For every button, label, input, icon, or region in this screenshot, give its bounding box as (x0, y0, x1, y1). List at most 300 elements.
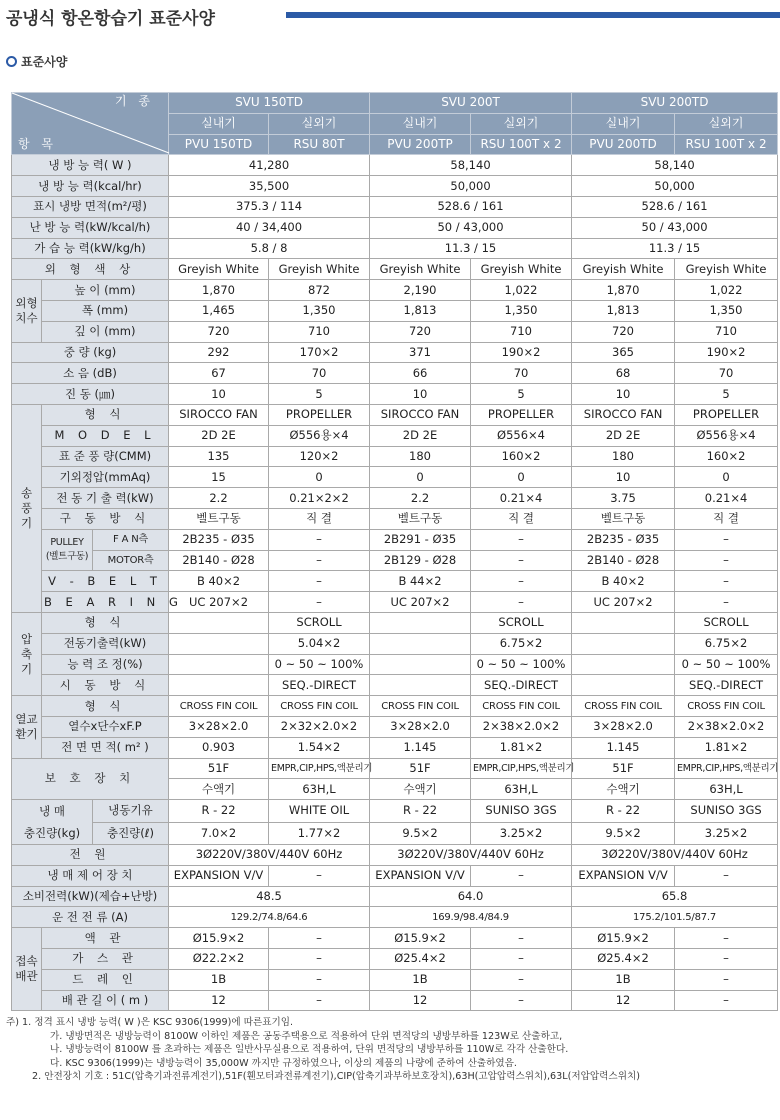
table-cell: 2B235 - Ø35 (572, 529, 675, 550)
table-row (12, 696, 778, 717)
table-cell: 65.8 (572, 886, 778, 907)
table-cell: 63H,L (471, 779, 572, 800)
corner-item-label: 항 목 (18, 137, 57, 152)
table-cell: 2×32×2.0×2 (269, 716, 370, 737)
table-cell: CROSS FIN COIL (169, 696, 269, 717)
row-label: 열수x단수xF.P (42, 716, 169, 737)
table-cell: 직 결 (269, 508, 370, 529)
table-cell: – (471, 928, 572, 949)
table-cell: 11.3 / 15 (572, 238, 778, 259)
table-cell: 872 (269, 280, 370, 301)
table-cell: 710 (675, 321, 778, 342)
table-cell: 2.2 (169, 488, 269, 509)
table-cell: 129.2/74.8/64.6 (169, 907, 370, 928)
table-cell: 1,870 (169, 280, 269, 301)
table-cell: 5 (269, 384, 370, 405)
unit-type-header: 실내기 (572, 113, 675, 134)
table-cell: SEQ.-DIRECT (269, 675, 370, 696)
row-label: 소 음 (dB) (12, 363, 169, 384)
row-label: 외 형 색 상 (12, 259, 169, 280)
table-row (12, 928, 778, 949)
table-cell: EMPR,CIP,HPS,액분리기 (269, 758, 370, 779)
table-row (12, 612, 778, 633)
table-cell: Ø556용×4 (675, 425, 778, 446)
table-row (12, 176, 778, 197)
table-cell: PROPELLER (269, 404, 370, 425)
table-row (12, 196, 778, 217)
table-cell: 2D 2E (169, 425, 269, 446)
spec-table (11, 92, 778, 1011)
table-row (12, 592, 778, 613)
table-cell: 375.3 / 114 (169, 196, 370, 217)
table-cell: 528.6 / 161 (370, 196, 572, 217)
unit-model-header: PVU 200TP (370, 134, 471, 155)
table-row (12, 949, 778, 970)
table-row (12, 907, 778, 928)
table-cell: – (471, 550, 572, 571)
table-cell: SIROCCO FAN (169, 404, 269, 425)
table-cell: 0 (675, 467, 778, 488)
table-cell: CROSS FIN COIL (269, 696, 370, 717)
table-cell: 2D 2E (572, 425, 675, 446)
table-cell: 2,190 (370, 280, 471, 301)
table-cell: – (471, 571, 572, 592)
table-cell: 11.3 / 15 (370, 238, 572, 259)
table-cell: B 40×2 (169, 571, 269, 592)
row-label: 구 동 방 식 (42, 508, 169, 529)
table-cell: – (675, 550, 778, 571)
table-row (12, 654, 778, 675)
row-label: 보 호 장 치 (12, 758, 169, 800)
table-cell: Ø556용×4 (269, 425, 370, 446)
table-cell (169, 675, 269, 696)
table-cell: – (269, 969, 370, 990)
table-cell: – (471, 990, 572, 1011)
table-cell: 180 (572, 446, 675, 467)
table-row (12, 280, 778, 301)
table-cell: 50,000 (572, 176, 778, 197)
group-label-fan: 송 풍 기 (12, 404, 42, 612)
table-cell: 190×2 (471, 342, 572, 363)
row-label: 형 식 (42, 696, 169, 717)
table-cell: 2B291 - Ø35 (370, 529, 471, 550)
table-cell (572, 675, 675, 696)
table-cell: 0 (269, 467, 370, 488)
table-cell: – (675, 949, 778, 970)
table-cell: 371 (370, 342, 471, 363)
table-cell: 1,022 (471, 280, 572, 301)
table-cell: SCROLL (471, 612, 572, 633)
table-cell (370, 612, 471, 633)
table-cell: 직 결 (675, 508, 778, 529)
unit-type-header: 실외기 (269, 113, 370, 134)
group-label-heat-exchanger: 열교 환기 (12, 696, 42, 758)
table-cell: 10 (572, 467, 675, 488)
row-label: MOTOR측 (93, 550, 169, 571)
table-cell (370, 633, 471, 654)
row-label: 중 량 (kg) (12, 342, 169, 363)
row-label: 배 관 길 이 ( m ) (42, 990, 169, 1011)
header-row-models (12, 93, 778, 114)
table-cell: – (471, 949, 572, 970)
table-cell: – (675, 990, 778, 1011)
table-cell: 1B (572, 969, 675, 990)
table-cell: 35,500 (169, 176, 370, 197)
row-label: 진 동 (㎛) (12, 384, 169, 405)
table-cell: 180 (370, 446, 471, 467)
group-label-dimensions: 외형 치수 (12, 280, 42, 342)
table-cell: – (675, 571, 778, 592)
table-row (12, 488, 778, 509)
table-cell (169, 612, 269, 633)
table-cell: 0.903 (169, 737, 269, 758)
row-label: 소비전력(kW)(제습+난방) (12, 886, 169, 907)
table-cell: 3.25×2 (675, 822, 778, 845)
table-cell: – (471, 969, 572, 990)
row-label: 시 동 방 식 (42, 675, 169, 696)
row-label: 충진량(ℓ) (93, 822, 169, 845)
unit-model-header: PVU 200TD (572, 134, 675, 155)
row-label: 냉 매 제 어 장 치 (12, 865, 169, 886)
table-row (12, 550, 778, 571)
table-cell: 1B (370, 969, 471, 990)
table-cell: – (675, 969, 778, 990)
table-cell: 63H,L (269, 779, 370, 800)
table-cell: 710 (471, 321, 572, 342)
table-cell: – (269, 949, 370, 970)
table-cell: 1,870 (572, 280, 675, 301)
table-row (12, 758, 778, 779)
table-cell: 2B129 - Ø28 (370, 550, 471, 571)
table-cell: Ø15.9×2 (169, 928, 269, 949)
table-row (12, 321, 778, 342)
table-cell: 68 (572, 363, 675, 384)
table-cell: R - 22 (572, 800, 675, 823)
table-row (12, 363, 778, 384)
table-cell: 51F (169, 758, 269, 779)
group-label-connection: 접속 배관 (12, 928, 42, 1011)
table-cell: 5.04×2 (269, 633, 370, 654)
table-cell: 292 (169, 342, 269, 363)
table-cell: 0.21×4 (471, 488, 572, 509)
table-cell: 365 (572, 342, 675, 363)
table-cell: 3.75 (572, 488, 675, 509)
table-cell: 70 (269, 363, 370, 384)
table-cell: 710 (269, 321, 370, 342)
title-bar (0, 0, 780, 30)
table-cell: 720 (572, 321, 675, 342)
table-cell: 528.6 / 161 (572, 196, 778, 217)
table-row (12, 633, 778, 654)
table-cell: SEQ.-DIRECT (471, 675, 572, 696)
table-cell: – (269, 550, 370, 571)
table-cell: 직 결 (471, 508, 572, 529)
title-rule (286, 12, 780, 18)
table-cell: B 44×2 (370, 571, 471, 592)
table-cell: 66 (370, 363, 471, 384)
row-label: 전동기출력(kW) (42, 633, 169, 654)
row-label: 운 전 전 류 (A) (12, 907, 169, 928)
group-label-compressor: 압 축 기 (12, 612, 42, 695)
table-cell: 벨트구동 (370, 508, 471, 529)
table-cell: Greyish White (269, 259, 370, 280)
table-row (12, 969, 778, 990)
table-cell: – (471, 865, 572, 886)
table-cell: 1,350 (675, 300, 778, 321)
table-cell (169, 654, 269, 675)
table-cell: 1,813 (572, 300, 675, 321)
table-cell: 7.0×2 (169, 822, 269, 845)
table-cell: 1.145 (370, 737, 471, 758)
table-row (12, 238, 778, 259)
table-cell: 0 (471, 467, 572, 488)
table-cell: EMPR,CIP,HPS,액분리기 (471, 758, 572, 779)
table-cell: 2×38×2.0×2 (675, 716, 778, 737)
table-cell: 63H,L (675, 779, 778, 800)
table-row (12, 990, 778, 1011)
table-cell: 2D 2E (370, 425, 471, 446)
table-cell: 190×2 (675, 342, 778, 363)
table-cell: CROSS FIN COIL (471, 696, 572, 717)
group-label-pulley: PULLEY (벨트구동) (42, 529, 93, 571)
group-label-refrigerant: 냉 매 충진량(kg) (12, 800, 93, 845)
table-cell: – (269, 928, 370, 949)
corner-model-label: 기 종 (115, 94, 155, 108)
table-cell: 10 (370, 384, 471, 405)
table-cell: 40 / 34,400 (169, 217, 370, 238)
table-cell: – (471, 592, 572, 613)
table-cell: 수액기 (169, 779, 269, 800)
table-cell: Ø22.2×2 (169, 949, 269, 970)
table-cell: 1.77×2 (269, 822, 370, 845)
footnote-line: 다. KSC 9306(1999)는 냉방능력이 35,000W 까지만 규정하였으나, 이상의 제품의 나량에 준하여 산출하였음. (50, 1057, 517, 1069)
model-header: SVU 200T (370, 93, 572, 114)
row-label: 기외정압(mmAq) (42, 467, 169, 488)
row-label: 형 식 (42, 612, 169, 633)
table-cell: 160×2 (471, 446, 572, 467)
table-cell: Ø15.9×2 (370, 928, 471, 949)
table-cell: 0 ~ 50 ~ 100% (675, 654, 778, 675)
table-row (12, 259, 778, 280)
table-cell: 벨트구동 (572, 508, 675, 529)
table-cell: 169.9/98.4/84.9 (370, 907, 572, 928)
table-cell: 1.81×2 (471, 737, 572, 758)
table-cell: 50,000 (370, 176, 572, 197)
table-cell: SCROLL (269, 612, 370, 633)
table-row (12, 822, 778, 845)
row-label: 능 력 조 정(%) (42, 654, 169, 675)
table-cell: 벨트구동 (169, 508, 269, 529)
table-cell: EXPANSION V/V (572, 865, 675, 886)
table-cell: B 40×2 (572, 571, 675, 592)
table-row (12, 425, 778, 446)
table-cell: UC 207×2 (370, 592, 471, 613)
table-cell (370, 654, 471, 675)
table-cell: 수액기 (370, 779, 471, 800)
table-cell (572, 633, 675, 654)
table-cell: 3Ø220V/380V/440V 60Hz (169, 845, 370, 866)
table-cell: SUNISO 3GS (471, 800, 572, 823)
table-cell: – (269, 571, 370, 592)
table-cell: – (269, 990, 370, 1011)
table-cell (572, 654, 675, 675)
table-cell: 2B140 - Ø28 (572, 550, 675, 571)
table-cell: 1.54×2 (269, 737, 370, 758)
table-cell: 5.8 / 8 (169, 238, 370, 259)
table-cell: 1.81×2 (675, 737, 778, 758)
row-label: 표 준 풍 량(CMM) (42, 446, 169, 467)
table-cell: PROPELLER (675, 404, 778, 425)
table-cell: 48.5 (169, 886, 370, 907)
table-cell: Ø25.4×2 (370, 949, 471, 970)
table-cell: – (675, 865, 778, 886)
table-cell: Greyish White (169, 259, 269, 280)
table-cell: 67 (169, 363, 269, 384)
table-cell: 1B (169, 969, 269, 990)
table-cell: 720 (169, 321, 269, 342)
table-cell: 120×2 (269, 446, 370, 467)
table-cell: 12 (370, 990, 471, 1011)
table-cell: 3×28×2.0 (370, 716, 471, 737)
footnotes (6, 1016, 776, 1084)
table-cell: Greyish White (370, 259, 471, 280)
table-cell: 6.75×2 (471, 633, 572, 654)
unit-type-header: 실외기 (675, 113, 778, 134)
footnote-line: 주) 1. 정격 표시 냉방 능력( W )은 KSC 9306(1999)에 따른표기임. (6, 1017, 294, 1028)
table-cell: EMPR,CIP,HPS,액분리기 (675, 758, 778, 779)
table-cell: 50 / 43,000 (370, 217, 572, 238)
row-label: 폭 (mm) (42, 300, 169, 321)
table-cell: WHITE OIL (269, 800, 370, 823)
table-cell: 6.75×2 (675, 633, 778, 654)
table-cell: SIROCCO FAN (572, 404, 675, 425)
row-label: 깊 이 (mm) (42, 321, 169, 342)
table-cell: 5 (471, 384, 572, 405)
row-label: 전 동 기 출 력(kW) (42, 488, 169, 509)
table-cell: – (675, 928, 778, 949)
table-cell: 2B140 - Ø28 (169, 550, 269, 571)
row-label: 전 원 (12, 845, 169, 866)
table-cell: 0 ~ 50 ~ 100% (471, 654, 572, 675)
table-cell: 51F (370, 758, 471, 779)
table-row (12, 508, 778, 529)
table-cell: – (471, 529, 572, 550)
table-cell: Ø25.4×2 (572, 949, 675, 970)
table-cell: 수액기 (572, 779, 675, 800)
table-cell: 1,813 (370, 300, 471, 321)
table-cell: SUNISO 3GS (675, 800, 778, 823)
table-cell: 12 (169, 990, 269, 1011)
row-label: M O D E L (42, 425, 169, 446)
table-row (12, 529, 778, 550)
table-cell: 58,140 (370, 155, 572, 176)
table-cell: 9.5×2 (572, 822, 675, 845)
table-cell: 1,350 (269, 300, 370, 321)
footnote-line: 가. 냉방면적은 냉방능력이 8100W 이하인 제품은 공동주택용으로 적용하여 단위 면적당의 냉방부하를 123W로 산출하고, (50, 1030, 563, 1042)
table-cell: 9.5×2 (370, 822, 471, 845)
model-header: SVU 200TD (572, 93, 778, 114)
unit-type-header: 실외기 (471, 113, 572, 134)
table-cell: SIROCCO FAN (370, 404, 471, 425)
row-label: 냉 방 능 력(kcal/hr) (12, 176, 169, 197)
table-row (12, 865, 778, 886)
table-cell: Greyish White (675, 259, 778, 280)
table-cell (370, 675, 471, 696)
table-cell: 1.145 (572, 737, 675, 758)
bullet-circle-icon (6, 56, 17, 67)
table-row (12, 467, 778, 488)
table-cell: 2B235 - Ø35 (169, 529, 269, 550)
table-row (12, 446, 778, 467)
table-cell: 3×28×2.0 (572, 716, 675, 737)
footnote-line: 2. 안전장치 기호 : 51C(압축기과전류계전기),51F(휀모터과전류계전기),CIP(압축기과부하보호장치),63H(고압압력스위치),63L(저압압력스위치) (32, 1071, 640, 1082)
row-label: B E A R I N G (42, 592, 169, 613)
table-row (12, 800, 778, 823)
table-cell: – (675, 592, 778, 613)
table-cell: – (675, 529, 778, 550)
table-cell: 51F (572, 758, 675, 779)
table-cell (572, 612, 675, 633)
table-cell: 58,140 (572, 155, 778, 176)
table-cell: 3.25×2 (471, 822, 572, 845)
row-label: F A N측 (93, 529, 169, 550)
table-cell: – (269, 529, 370, 550)
table-cell: 3Ø220V/380V/440V 60Hz (572, 845, 778, 866)
table-cell: Greyish White (471, 259, 572, 280)
table-row (12, 845, 778, 866)
table-cell: EXPANSION V/V (169, 865, 269, 886)
row-label: 냉 방 능 력( W ) (12, 155, 169, 176)
header-corner (12, 93, 169, 155)
row-label: 전 면 면 적( m² ) (42, 737, 169, 758)
table-cell: Ø15.9×2 (572, 928, 675, 949)
table-cell: PROPELLER (471, 404, 572, 425)
table-cell: 0 (370, 467, 471, 488)
table-cell: 160×2 (675, 446, 778, 467)
unit-model-header: RSU 100T x 2 (471, 134, 572, 155)
row-label: 난 방 능 력(kW/kcal/h) (12, 217, 169, 238)
page-title: 공냉식 항온항습기 표준사양 (6, 9, 215, 29)
table-cell: SCROLL (675, 612, 778, 633)
table-cell: 135 (169, 446, 269, 467)
table-row (12, 300, 778, 321)
table-cell: 175.2/101.5/87.7 (572, 907, 778, 928)
table-cell: UC 207×2 (572, 592, 675, 613)
table-cell: CROSS FIN COIL (675, 696, 778, 717)
table-row (12, 384, 778, 405)
table-cell: 50 / 43,000 (572, 217, 778, 238)
table-row (12, 155, 778, 176)
table-row (12, 737, 778, 758)
table-cell: 0 ~ 50 ~ 100% (269, 654, 370, 675)
table-cell: 0.21×4 (675, 488, 778, 509)
table-cell: 1,022 (675, 280, 778, 301)
row-label: 표시 냉방 면적(m²/평) (12, 196, 169, 217)
table-cell: R - 22 (370, 800, 471, 823)
table-row (12, 217, 778, 238)
table-cell: Ø556×4 (471, 425, 572, 446)
table-cell: 1,465 (169, 300, 269, 321)
table-cell: CROSS FIN COIL (370, 696, 471, 717)
section-header (6, 53, 67, 70)
table-cell: – (269, 865, 370, 886)
table-cell: 0.21×2×2 (269, 488, 370, 509)
table-cell: EXPANSION V/V (370, 865, 471, 886)
table-cell: 3Ø220V/380V/440V 60Hz (370, 845, 572, 866)
section-title: 표준사양 (21, 55, 68, 69)
table-cell: CROSS FIN COIL (572, 696, 675, 717)
row-label: 가 습 능 력(kW/kg/h) (12, 238, 169, 259)
